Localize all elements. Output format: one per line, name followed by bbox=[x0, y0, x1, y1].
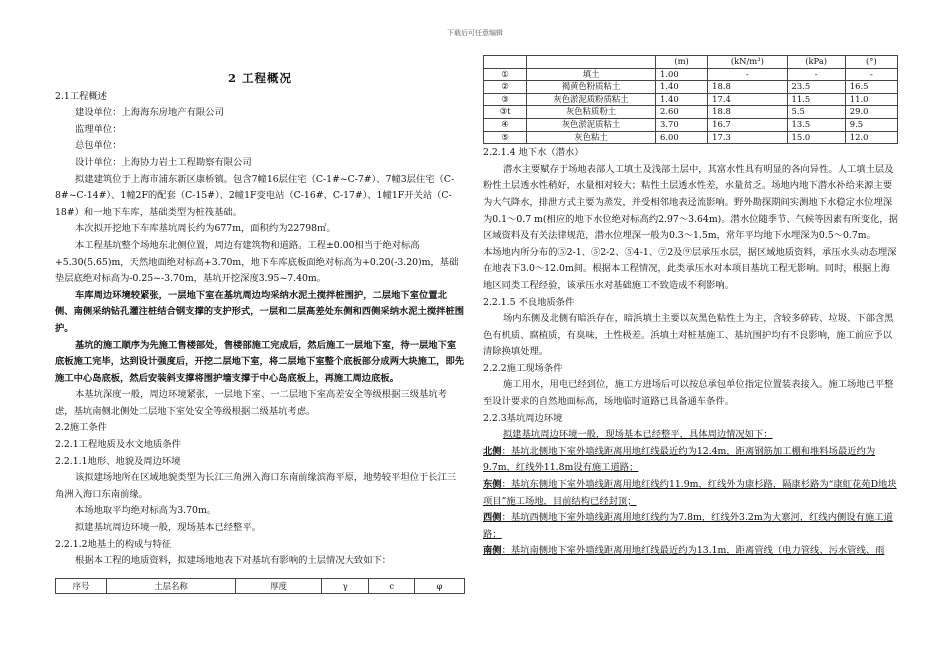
heading-2-2-3: 2.2.3基坑周边环境 bbox=[483, 412, 563, 424]
heading-2-2-1-2: 2.2.1.2地基土的构成与特征 bbox=[55, 538, 172, 550]
west-label: 西侧 bbox=[483, 512, 502, 524]
table-row bbox=[484, 81, 898, 94]
table-cell: - bbox=[845, 68, 897, 81]
table-cell: 18.8 bbox=[708, 81, 787, 94]
table-cell: 填土 bbox=[527, 68, 656, 81]
soil-table-header bbox=[55, 578, 465, 594]
table-cell: 灰色淤泥质粉质粘土 bbox=[527, 93, 656, 106]
designer-line: 设计单位：上海协力岩土工程勘察有限公司 bbox=[75, 156, 252, 168]
soil-table bbox=[483, 55, 898, 144]
table-cell: 16.7 bbox=[708, 118, 787, 131]
table-cell: 灰色淤泥质粘土 bbox=[527, 118, 656, 131]
unit-cell: (kPa) bbox=[787, 56, 845, 69]
table-row bbox=[484, 131, 898, 144]
table-row bbox=[484, 93, 898, 106]
table-cell: 褐黄色粉质粘土 bbox=[527, 81, 656, 94]
heading-2-2: 2.2施工条件 bbox=[55, 422, 107, 434]
south-side-paragraph bbox=[483, 543, 898, 560]
site-conditions-paragraph: 施工用水，用电已经到位，施工方进场后可以按总承包单位指定位置装表接入。施工场地已平整至设计要求的自然地面标高，场地临时道路已具备通车条件。 bbox=[483, 379, 894, 408]
table-cell: 9.5 bbox=[845, 118, 897, 131]
unit-cell: (kN/m³) bbox=[708, 56, 787, 69]
safety-paragraph: 本基坑深度一般，周边环境紧张，一层地下室、一二层地下室高差安全等级根据三级基坑考虑，基坑南侧北侧处二层地下室处安全等级根据二级基坑考虑。 bbox=[55, 389, 447, 417]
col-thickness: 厚度 bbox=[236, 579, 322, 594]
surroundings-intro: 拟建基坑周边环境一般，现场基本已经整平，具体周边情况如下： bbox=[503, 429, 773, 441]
table-cell: ③ bbox=[484, 93, 527, 106]
table-cell: ⑤ bbox=[484, 131, 527, 144]
table-cell: ② bbox=[484, 81, 527, 94]
south-text: ：基坑南侧地下室外墙线距离用地红线最近约为13.1m，距离管线（电力管线、污水管线、雨 bbox=[501, 545, 885, 557]
sequence-paragraph: 基坑的施工顺序为先施工售楼部处，售楼部施工完成后，然后施工一层地下室，待一层地下室底板施工完毕，达到设计强度后，开挖二层地下室，将二层地下室整个底板部分成两大块施工，即先施工中心岛底板，然后安装斜支撑将围护墙支撑于中心岛底板上，再施工周边底板。 bbox=[55, 339, 465, 384]
east-side-paragraph bbox=[483, 477, 898, 510]
soil-intro: 根据本工程的地质资料，拟建场地地表下对基坑有影响的土层情况大致如下： bbox=[75, 555, 392, 567]
east-text: ：基坑东侧地下室外墙线距离用地红线约11.9m，红线外为康杉路，隔康杉路为“康虹花苑D地块项目”施工场地，目前结构已经封顶； bbox=[483, 479, 897, 507]
table-cell: ④ bbox=[484, 118, 527, 131]
table-cell: 16.5 bbox=[845, 81, 897, 94]
heading-2-2-2: 2.2.2施工现场条件 bbox=[483, 362, 563, 374]
table-cell: 3.70 bbox=[656, 118, 708, 131]
east-label: 东侧 bbox=[483, 479, 502, 491]
table-cell: 5.5 bbox=[787, 106, 845, 119]
elevation-paragraph: 本工程基坑整个场地东北侧位置，周边有建筑物和道路。工程±0.00相当于绝对标高+5.30(5.65)m，天然地面绝对标高+3.70m，地下车库底板面绝对标高为+0.20(-3.20)m，基础垫层底绝对标高为-0.25~-3.70m，基坑开挖深度3.95~7.40m。 bbox=[55, 239, 459, 285]
north-text: ：基坑北侧地下室外墙线距离用地红线最近约为12.4m，距离钢筋加工棚和堆料场最近约为9.7m，红线外11.8m设有施工道路； bbox=[483, 445, 876, 474]
left-column bbox=[55, 70, 465, 570]
overview-paragraph: 拟建建筑位于上海市浦东新区康桥镇。包含7幢16层住宅（C-1#~C-7#）、7幢3层住宅（C-8#~C-14#）、1幢2F的配套（C-15#）、2幢1F变电站（C-16#、C-17#）、1幢1F开关站（C-18#）和一地下车库，基础类型为桩筏基础。 bbox=[55, 173, 455, 218]
heading-2-2-1-4: 2.2.1.4 地下水（潜水） bbox=[483, 147, 584, 159]
table-cell: 17.4 bbox=[708, 93, 787, 106]
table-cell: 11.0 bbox=[845, 93, 897, 106]
table-cell: 17.3 bbox=[708, 131, 787, 144]
builder-line: 建设单位：上海海东房地产有限公司 bbox=[75, 107, 224, 119]
environment-note: 拟建基坑周边环境一般，现场基本已经整平。 bbox=[75, 522, 261, 534]
west-text: ：基坑西侧地下室外墙线距离用地红线约为7.8m，红线外3.2m为大寨河，红线内侧设有施工道路； bbox=[483, 512, 893, 540]
table-cell: 1.40 bbox=[656, 93, 708, 106]
table-cell: 23.5 bbox=[787, 81, 845, 94]
section-title: 2 工程概况 bbox=[227, 71, 292, 85]
table-cell: 6.00 bbox=[656, 131, 708, 144]
unit-cell: (°) bbox=[845, 56, 897, 69]
col-gamma: γ bbox=[322, 579, 369, 594]
support-paragraph: 车库周边环境较紧张，一层地下室在基坑周边均采纳水泥土搅拌桩围护，二层地下室位置北侧、南侧采纳钻孔灌注桩结合钢支撑的支护形式，一层和二层高差处东侧和西侧采纳水泥土搅拌桩围护。 bbox=[55, 289, 465, 334]
heading-2-2-1: 2.2.1工程地质及水文地质条件 bbox=[55, 439, 181, 451]
table-cell: - bbox=[708, 68, 787, 81]
west-side-paragraph bbox=[483, 510, 898, 543]
table-cell: 1.00 bbox=[656, 68, 708, 81]
table-cell: 11.5 bbox=[787, 93, 845, 106]
elevation-note: 本场地取平均绝对标高为3.70m。 bbox=[75, 505, 217, 517]
table-cell: 灰色粘土 bbox=[527, 131, 656, 144]
unit-cell bbox=[527, 56, 656, 69]
confined-water-paragraph: 本场地内所分布的⑤2-1、⑤2-2、⑤4-1、⑦2及⑨层承压水层，据区域地质资料，承压水头动态埋深在地表下3.0～12.0m间。根据本工程情况，此类承压水对本项目基坑工程无影响。同时，根据上海地区同类工程经验，该承压水对基础施工不致造成不利影响。 bbox=[483, 246, 897, 291]
contractor-line: 总包单位： bbox=[75, 140, 122, 152]
perimeter-paragraph: 本次拟开挖地下车库基坑周长约为677m，面积约为22798㎡。 bbox=[75, 223, 336, 235]
col-layer: 土层名称 bbox=[107, 579, 236, 594]
table-cell: ① bbox=[484, 68, 527, 81]
col-c: c bbox=[369, 579, 415, 594]
north-label: 北侧 bbox=[483, 445, 502, 457]
groundwater-paragraph: 潜水主要赋存于场地表部人工填土及浅部土层中，其富水性具有明显的各向异性。人工填土层及粉性土层透水性稍好，水量相对较大；粘性土层透水性差，水量贫乏。场地内地下潜水补给来源主要为大气降水，排泄方式主要为蒸发，并受相邻地表迳流影响。野外勘探期间实测地下水稳定水位埋深为0.1～0.7 m(相应的地下水位绝对标高约2.97～3.64m)。潜水位随季节、气候等因素有所变化，据区域资料及有关法律规范，潜水位埋深一般为0.3～1.5m，常年平均地下水埋深为0.5～0.7m。 bbox=[483, 163, 898, 242]
table-row bbox=[484, 118, 898, 131]
table-cell: 灰色粘质粉土 bbox=[527, 106, 656, 119]
supervisor-line: 监理单位： bbox=[75, 123, 122, 135]
right-column bbox=[483, 55, 898, 560]
page-header: 下载后可任意编辑 bbox=[447, 29, 503, 37]
table-cell: 13.5 bbox=[787, 118, 845, 131]
table-row bbox=[484, 106, 898, 119]
col-phi: φ bbox=[415, 579, 465, 594]
table-row bbox=[484, 56, 898, 69]
bad-geology-paragraph: 场内东侧及北侧有暗浜存在，暗浜填土主要以灰黑色粘性土为主，含较多碎砖、垃圾、下部含黑色有机质、腐植质，有臭味，土性极差。浜填土对桩基施工、基坑围护均有不良影响，施工前应予以清除换填处理。 bbox=[483, 313, 894, 358]
table-cell: ③t bbox=[484, 106, 527, 119]
unit-cell: (m) bbox=[656, 56, 708, 69]
table-cell: 18.8 bbox=[708, 106, 787, 119]
unit-cell bbox=[484, 56, 527, 69]
table-row bbox=[484, 68, 898, 81]
table-cell: - bbox=[787, 68, 845, 81]
heading-2-1: 2.1工程概述 bbox=[55, 90, 107, 102]
table-cell: 12.0 bbox=[845, 131, 897, 144]
south-label: 南侧 bbox=[483, 545, 502, 557]
heading-2-2-1-5: 2.2.1.5 不良地质条件 bbox=[483, 296, 575, 308]
col-no: 序号 bbox=[56, 579, 107, 594]
terrain-paragraph: 该拟建场地所在区域地貌类型为长江三角洲入海口东南前缘滨海平原，地势较平坦位于长江三角洲入海口东南前缘。 bbox=[55, 472, 457, 500]
table-cell: 2.60 bbox=[656, 106, 708, 119]
table-cell: 15.0 bbox=[787, 131, 845, 144]
table-cell: 1.40 bbox=[656, 81, 708, 94]
table-cell: 29.0 bbox=[845, 106, 897, 119]
north-side-paragraph bbox=[483, 444, 898, 477]
heading-2-2-1-1: 2.2.1.1地形、地貌及周边环境 bbox=[55, 455, 181, 467]
